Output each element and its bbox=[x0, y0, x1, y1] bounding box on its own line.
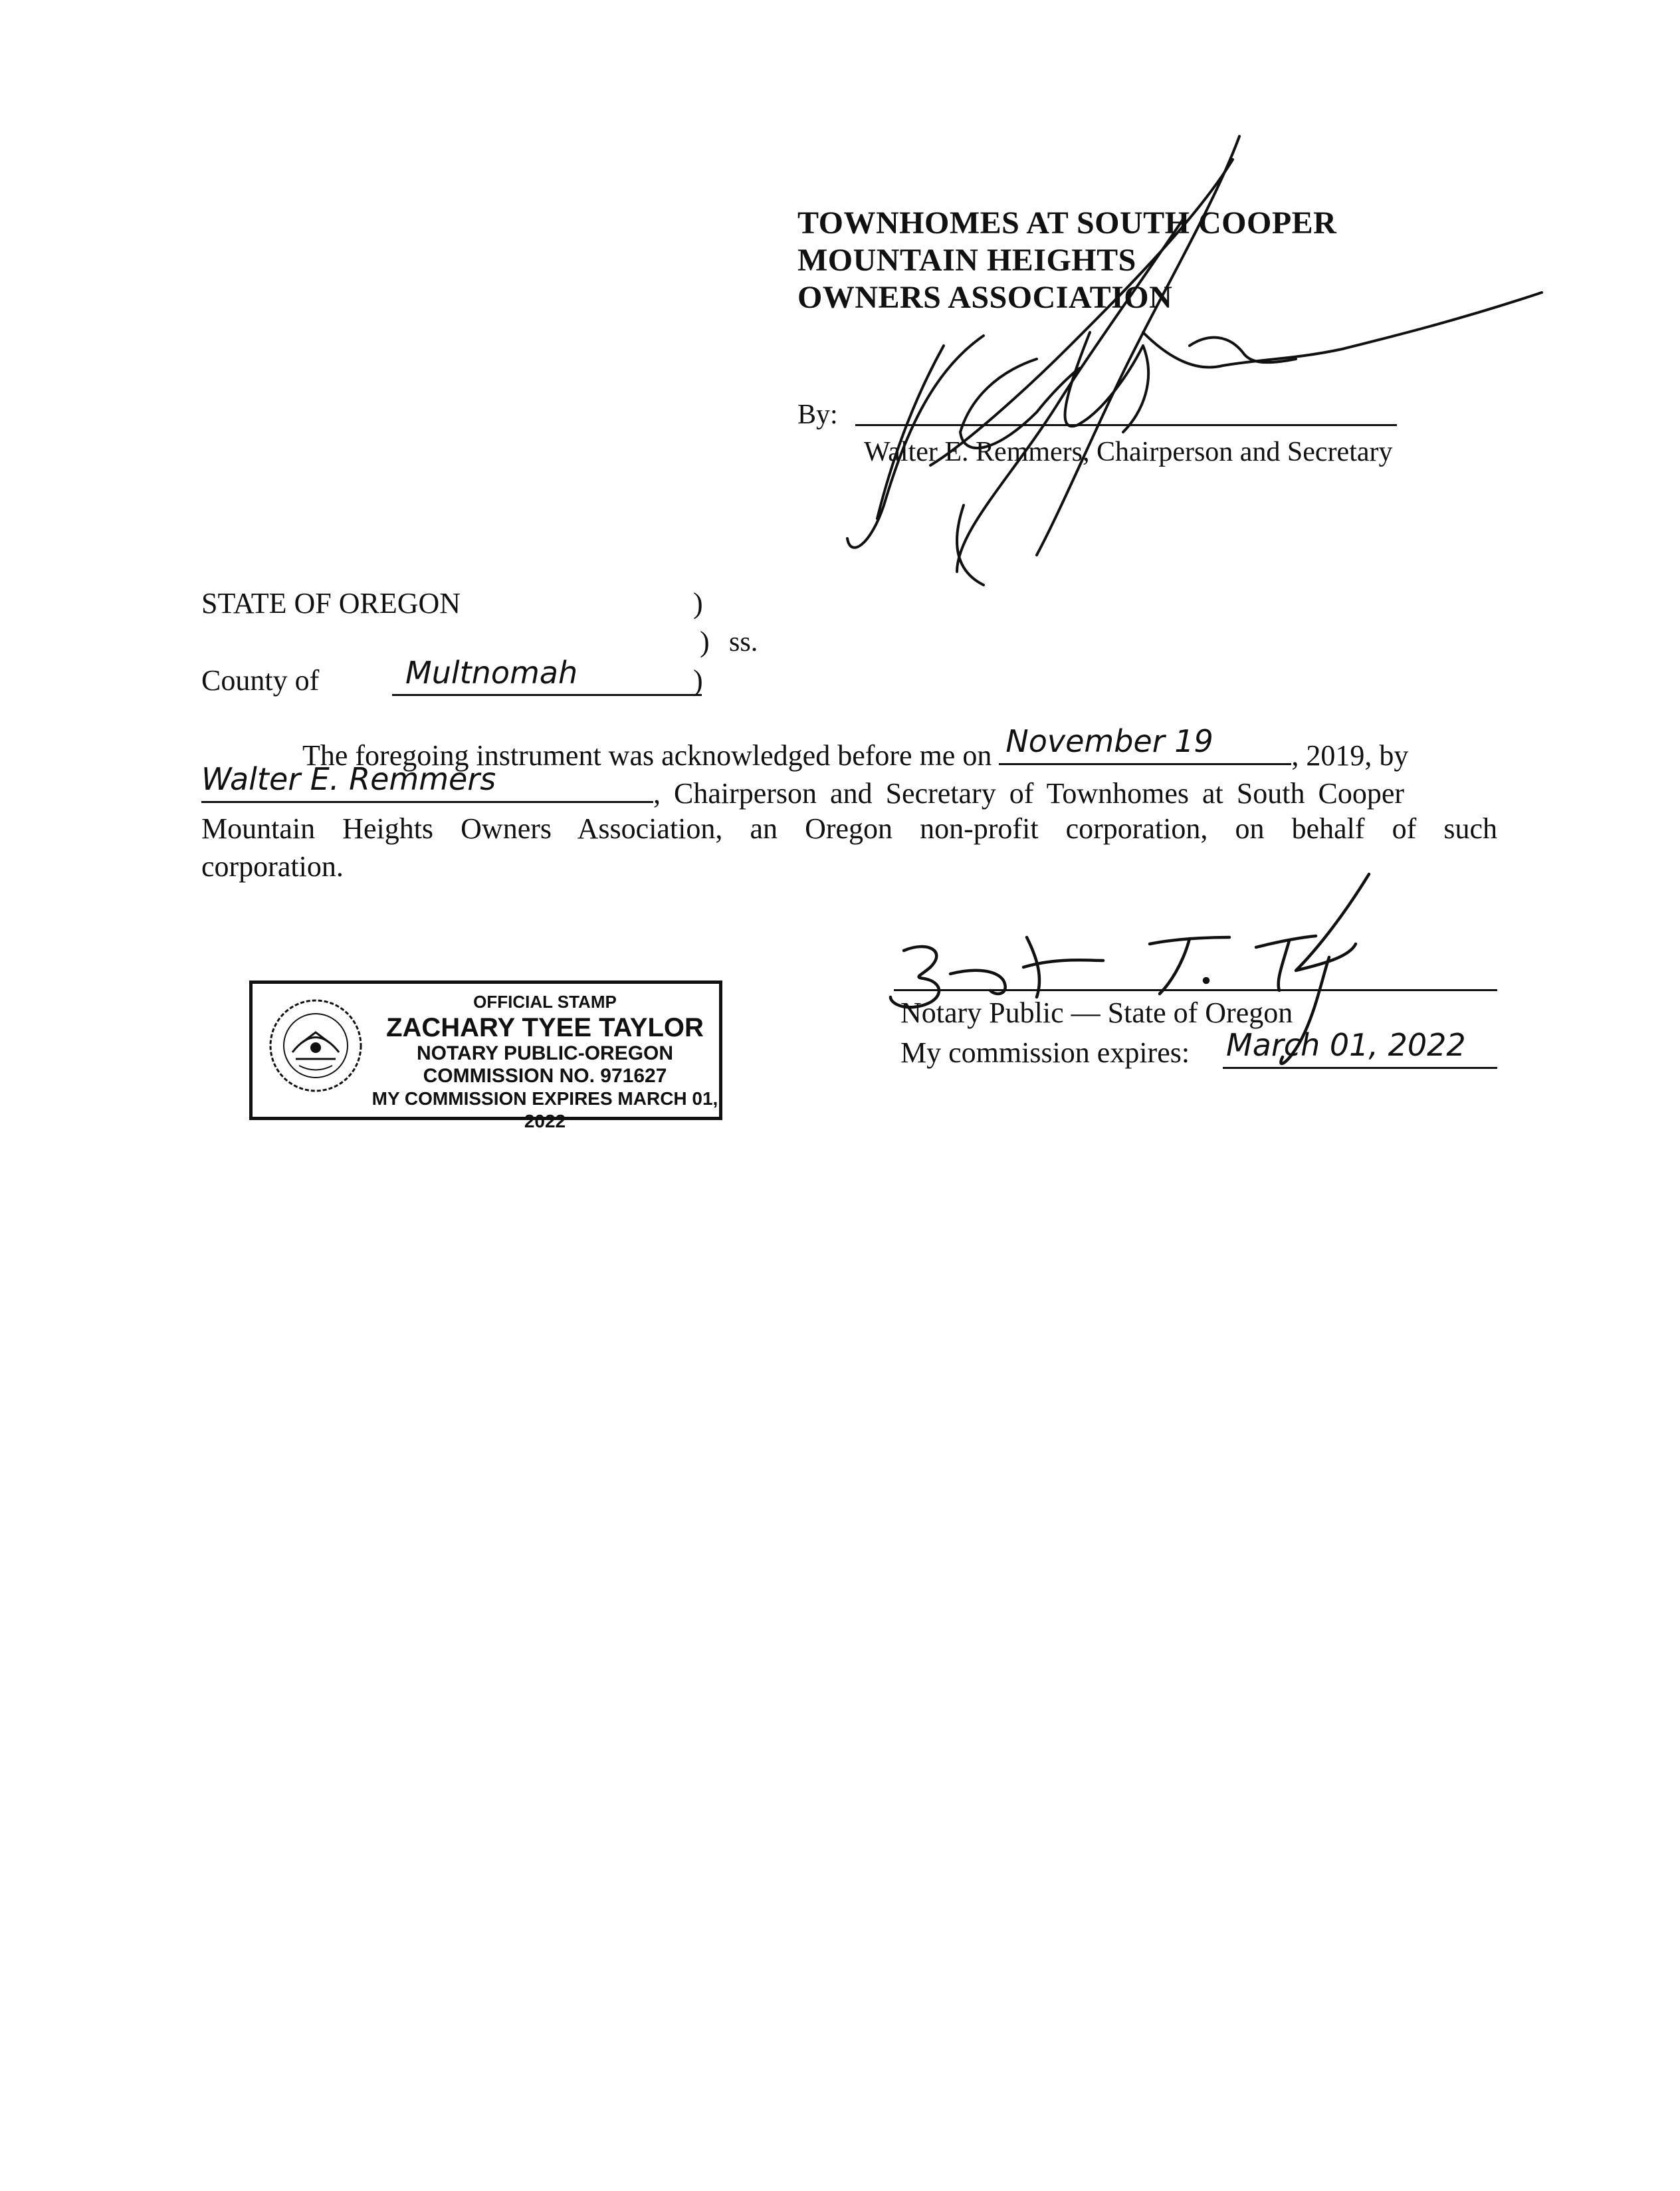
association-line-3: OWNERS ASSOCIATION bbox=[797, 280, 1173, 315]
ack-line-3: Mountain Heights Owners Association, an Oregon non-profit corporation, on behalf of such bbox=[201, 812, 1497, 845]
state-label: STATE OF OREGON bbox=[201, 587, 461, 620]
notary-signature-line bbox=[894, 989, 1497, 991]
association-line-1: TOWNHOMES AT SOUTH COOPER bbox=[797, 205, 1337, 241]
stamp-heading: OFFICIAL STAMP bbox=[473, 992, 617, 1012]
county-label: County of bbox=[201, 664, 320, 697]
official-stamp bbox=[249, 980, 722, 1131]
bracket: ) bbox=[693, 664, 703, 697]
by-label: By: bbox=[797, 400, 838, 430]
ss-label: ss. bbox=[729, 627, 758, 657]
oregon-seal-icon bbox=[266, 996, 366, 1096]
ack-line-4: corporation. bbox=[201, 850, 344, 883]
ack-text-1: , Chairperson and Secretary of Townhomes at South Cooper bbox=[653, 777, 1404, 810]
name-handwritten: Walter E. Remmers bbox=[201, 761, 496, 797]
stamp-commission-number: COMMISSION NO. 971627 bbox=[423, 1065, 667, 1087]
ack-intro: The foregoing instrument was acknowledged before me on bbox=[302, 739, 992, 772]
stamp-notary-name: ZACHARY TYEE TAYLOR bbox=[386, 1013, 704, 1042]
bracket: ) bbox=[693, 587, 703, 620]
ack-year: , 2019, by bbox=[1291, 739, 1409, 772]
commission-date-handwritten: March 01, 2022 bbox=[1226, 1027, 1466, 1063]
stamp-notary-title: NOTARY PUBLIC-OREGON bbox=[416, 1042, 674, 1064]
commission-blank-line bbox=[1223, 1067, 1497, 1069]
stamp-expiration: MY COMMISSION EXPIRES MARCH 01, 2022 bbox=[371, 1088, 718, 1131]
stamp-text bbox=[366, 990, 724, 1133]
county-handwritten: Multnomah bbox=[405, 655, 578, 691]
bracket: ) bbox=[700, 626, 710, 658]
signer-name: Walter E. Remmers, Chairperson and Secretary bbox=[864, 437, 1393, 467]
notary-title: Notary Public — State of Oregon bbox=[900, 996, 1293, 1029]
association-line-2: MOUNTAIN HEIGHTS bbox=[797, 243, 1136, 278]
commission-label: My commission expires: bbox=[900, 1036, 1190, 1069]
date-handwritten: November 19 bbox=[1005, 723, 1213, 759]
